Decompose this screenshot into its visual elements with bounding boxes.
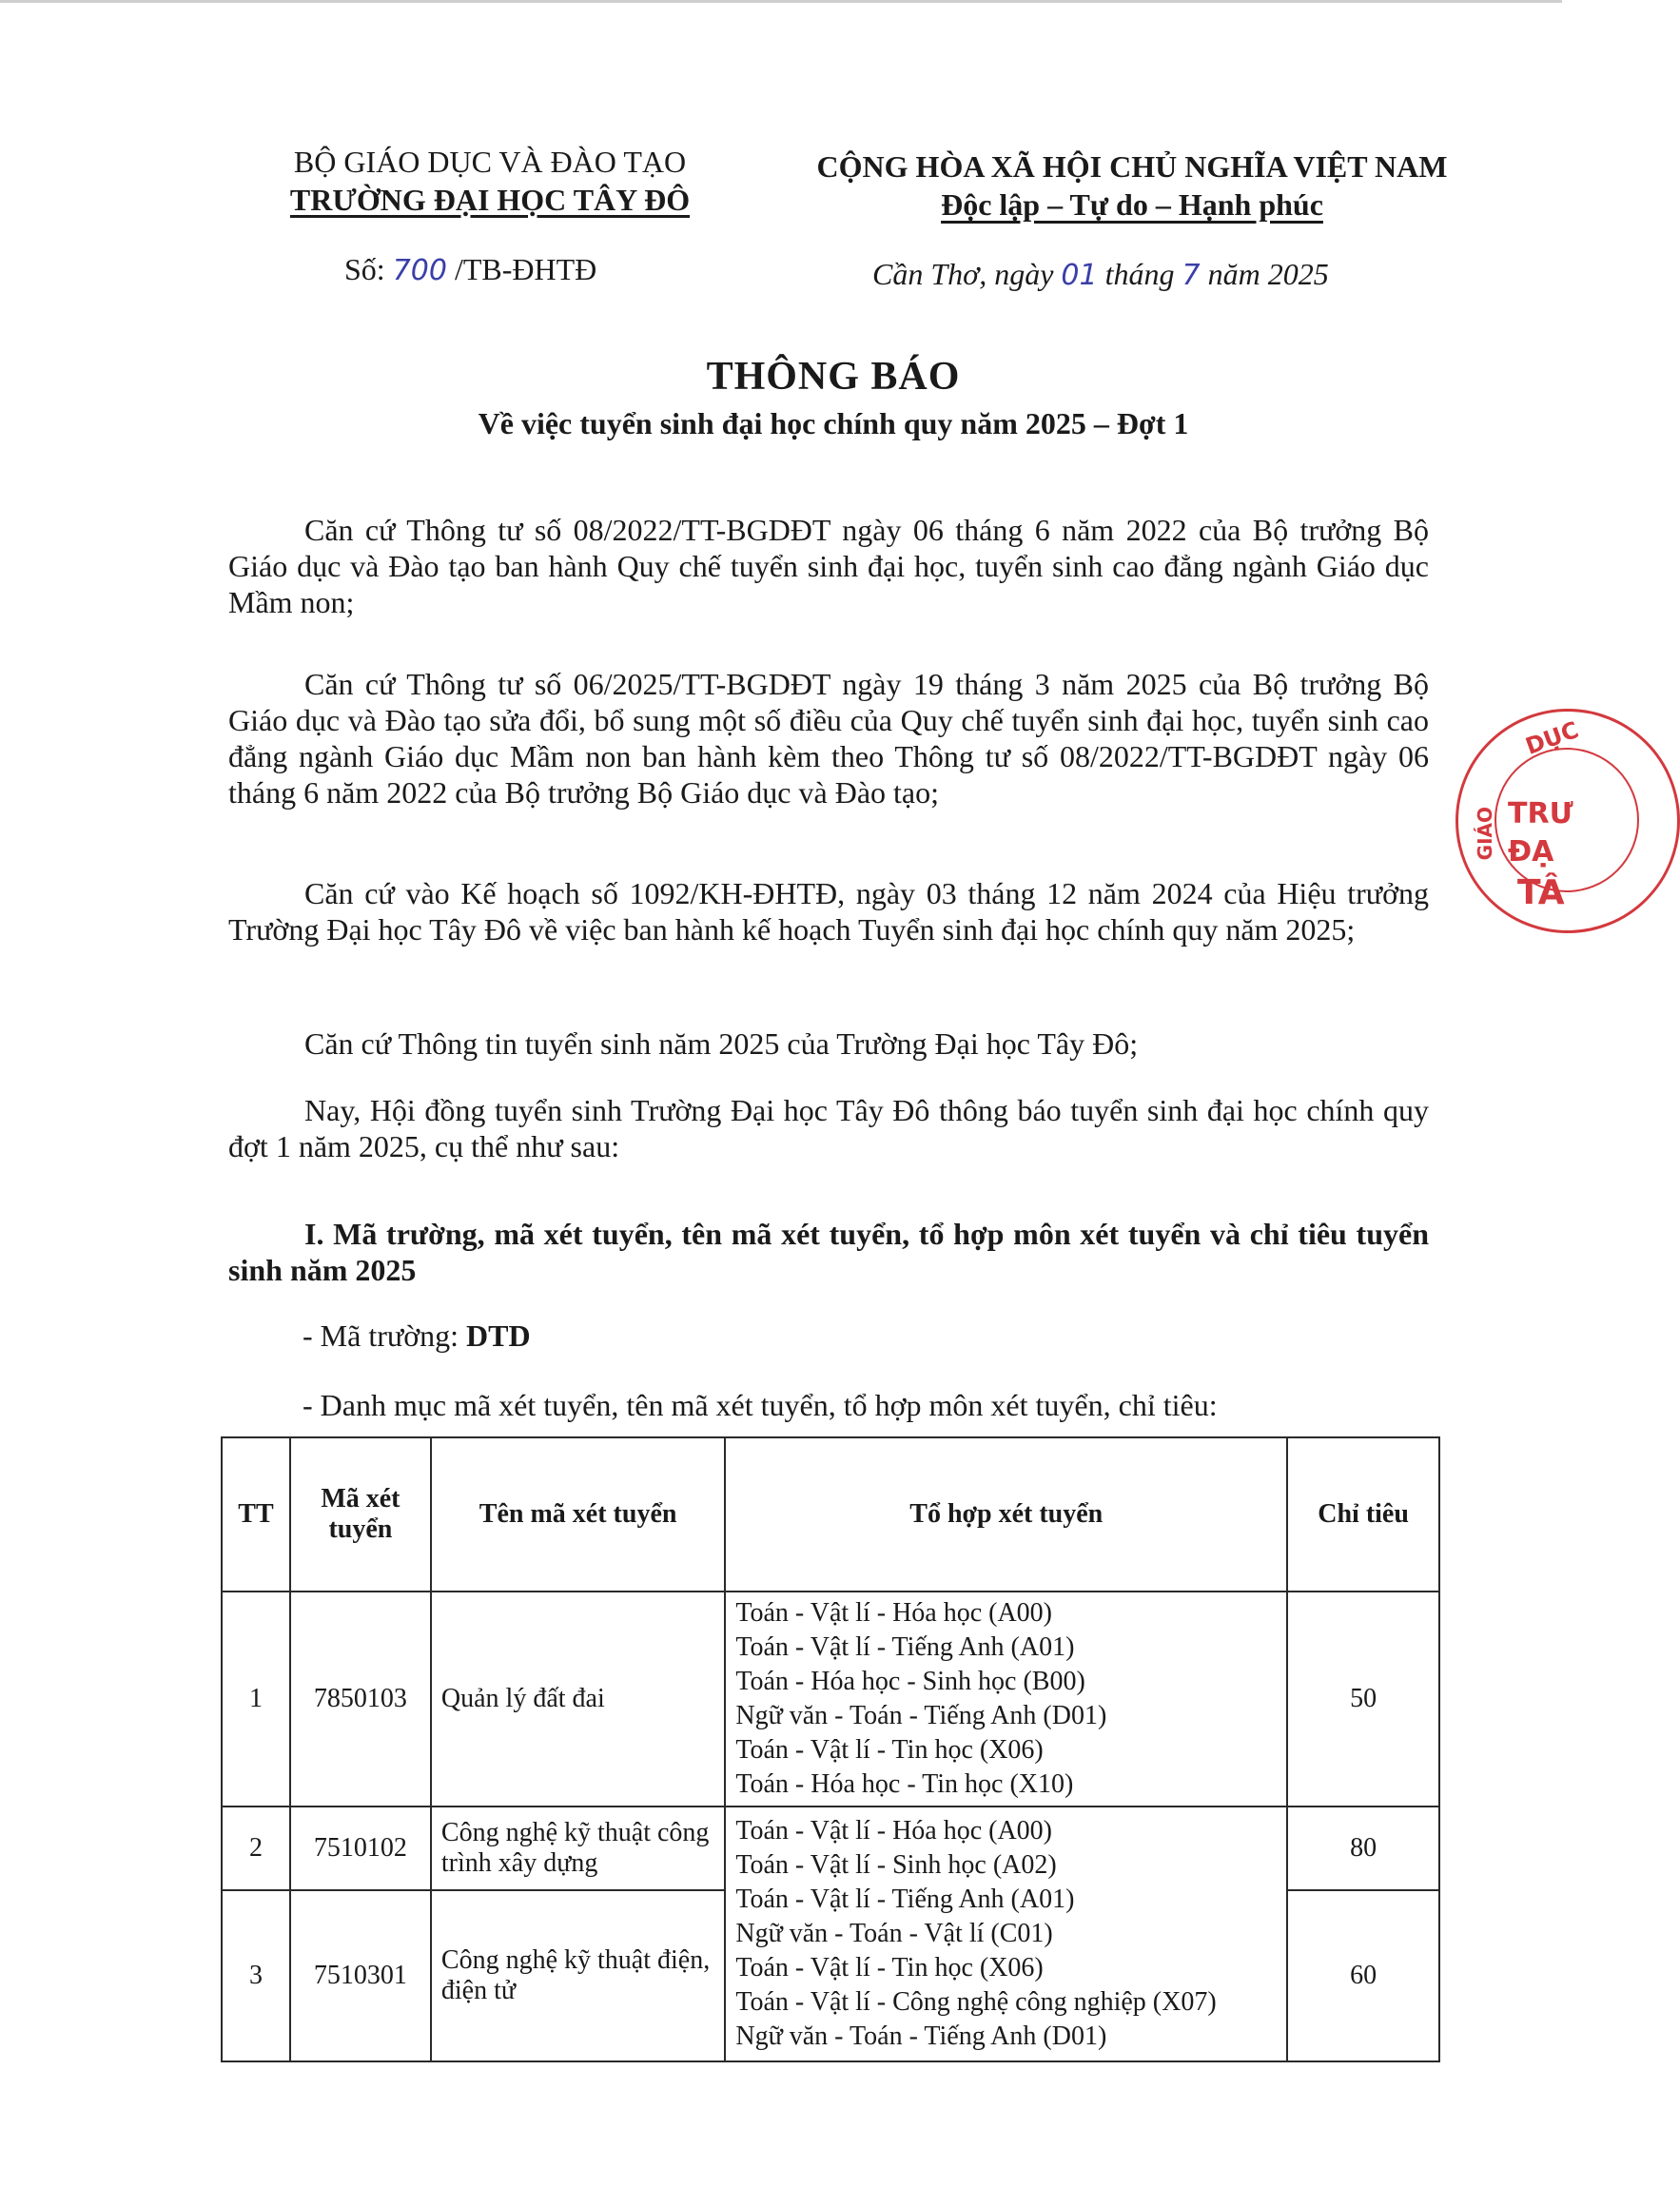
header-code: Mã xét tuyển <box>290 1437 431 1592</box>
row-1-name: Quản lý đất đai <box>431 1592 725 1807</box>
table-row <box>222 1592 1439 1807</box>
combo-item: Toán - Vật lí - Tiếng Anh (A01) <box>735 1885 1075 1914</box>
header-name: Tên mã xét tuyển <box>431 1437 725 1592</box>
document-number <box>344 252 596 287</box>
doc-number-handwritten: 700 <box>392 254 447 287</box>
combo-item: Toán - Hóa học - Sinh học (B00) <box>735 1667 1085 1696</box>
seal-text-giao: GIÁO <box>1474 807 1496 861</box>
paragraph-announcement: Nay, Hội đồng tuyển sinh Trường Đại học Tây Đô thông báo tuyển sinh đại học chính quy đợt 1 năm 2025, cụ thể như sau: <box>228 1093 1429 1163</box>
paragraph-legal-basis-3: Căn cứ vào Kế hoạch số 1092/KH-ĐHTĐ, ngày 03 tháng 12 năm 2024 của Hiệu trưởng Trường Đại học Tây Đô về việc ban hành kế hoạch Tuyển sinh đại học chính quy năm 2025; <box>228 876 1429 947</box>
issuer-block <box>238 143 742 219</box>
list-intro: - Danh mục mã xét tuyển, tên mã xét tuyển, tổ hợp môn xét tuyển, chỉ tiêu: <box>303 1388 1218 1422</box>
nation-name: CỘNG HÒA XÃ HỘI CHỦ NGHĨA VIỆT NAM <box>816 149 1448 184</box>
row-3-quota: 60 <box>1287 1890 1439 2061</box>
row-1-tt: 1 <box>222 1592 290 1807</box>
date-prefix: Cần Thơ, ngày <box>872 257 1062 291</box>
row-3-code: 7510301 <box>290 1890 431 2061</box>
official-seal <box>1455 709 1680 933</box>
row-1-combos <box>725 1592 1287 1807</box>
document-title: THÔNG BÁO <box>706 355 961 399</box>
combo-item: Toán - Hóa học - Tin học (X10) <box>735 1769 1074 1799</box>
date-year: năm 2025 <box>1200 257 1329 291</box>
row-2-code: 7510102 <box>290 1807 431 1890</box>
section-1-heading: I. Mã trường, mã xét tuyển, tên mã xét tuyển, tổ hợp môn xét tuyển và chỉ tiêu tuyển sinh năm 2025 <box>228 1217 1429 1287</box>
doc-number-suffix: /TB-ĐHTĐ <box>446 252 597 286</box>
admission-table <box>221 1436 1440 2062</box>
rows-2-3-combos <box>725 1807 1287 2061</box>
combo-item: Ngữ văn - Toán - Tiếng Anh (D01) <box>735 2021 1107 2051</box>
combo-item: Toán - Vật lí - Tin học (X06) <box>735 1735 1044 1765</box>
combo-item: Toán - Vật lí - Tiếng Anh (A01) <box>735 1632 1075 1662</box>
row-3-name: Công nghệ kỹ thuật điện, điện tử <box>431 1890 725 2061</box>
row-2-tt: 2 <box>222 1807 290 1890</box>
row-2-quota: 80 <box>1287 1807 1439 1890</box>
seal-text-ta: TÂ <box>1517 873 1565 912</box>
paragraph-legal-basis-1: Căn cứ Thông tư số 08/2022/TT-BGDĐT ngày 06 tháng 6 năm 2022 của Bộ trưởng Bộ Giáo dục và Đào tạo ban hành Quy chế tuyển sinh đại học, tuyển sinh cao đẳng ngành Giáo dục Mầm non; <box>228 513 1429 619</box>
national-motto-block <box>761 147 1503 224</box>
row-3-tt: 3 <box>222 1890 290 2061</box>
school-code: DTD <box>466 1318 531 1353</box>
combo-item: Toán - Vật lí - Công nghệ công nghiệp (X07) <box>735 1987 1217 2017</box>
seal-text-duc: DỤC <box>1521 716 1583 760</box>
header-combo: Tổ hợp xét tuyển <box>725 1437 1287 1592</box>
header-tt: TT <box>222 1437 290 1592</box>
doc-number-prefix: Số: <box>344 252 393 286</box>
combo-item: Ngữ văn - Toán - Tiếng Anh (D01) <box>735 1701 1107 1730</box>
school-code-line <box>303 1318 1425 1354</box>
combo-item: Toán - Vật lí - Hóa học (A00) <box>735 1816 1053 1846</box>
issue-date <box>872 257 1329 292</box>
row-1-quota: 50 <box>1287 1592 1439 1807</box>
motto: Độc lập – Tự do – Hạnh phúc <box>941 187 1323 222</box>
seal-text-tr: TRƯ <box>1508 797 1573 830</box>
ministry-name: BỘ GIÁO DỤC VÀ ĐÀO TẠO <box>293 145 687 179</box>
table-header-row <box>222 1437 1439 1592</box>
row-2-name: Công nghệ kỹ thuật công trình xây dựng <box>431 1807 725 1890</box>
school-code-label: - Mã trường: <box>303 1318 467 1353</box>
paragraph-legal-basis-4: Căn cứ Thông tin tuyển sinh năm 2025 của Trường Đại học Tây Đô; <box>304 1026 1139 1061</box>
school-name: TRƯỜNG ĐẠI HỌC TÂY ĐÔ <box>289 183 691 217</box>
date-month-label: tháng <box>1097 257 1182 291</box>
date-day: 01 <box>1061 259 1098 292</box>
paragraph-legal-basis-2: Căn cứ Thông tư số 06/2025/TT-BGDĐT ngày 19 tháng 3 năm 2025 của Bộ trưởng Bộ Giáo dục và Đào tạo sửa đổi, bổ sung một số điều của Quy chế tuyển sinh đại học, tuyển sinh cao đẳng ngành Giáo dục Mầm non ban hành kèm theo Thông tư số 08/2022/TT-BGDĐT ngày 06 tháng 6 năm 2022 của Bộ trưởng Bộ Giáo dục và Đào tạo; <box>228 667 1429 810</box>
combo-item: Toán - Vật lí - Tin học (X06) <box>735 1953 1044 1982</box>
document-subtitle: Về việc tuyển sinh đại học chính quy năm 2025 – Đợt 1 <box>478 406 1189 440</box>
combo-item: Ngữ văn - Toán - Vật lí (C01) <box>735 1919 1053 1948</box>
table-row <box>222 1807 1439 1890</box>
header-quota: Chỉ tiêu <box>1287 1437 1439 1592</box>
date-month: 7 <box>1182 259 1201 292</box>
row-1-code: 7850103 <box>290 1592 431 1807</box>
page-top-edge <box>0 0 1562 3</box>
combo-item: Toán - Vật lí - Hóa học (A00) <box>735 1598 1053 1628</box>
combo-item: Toán - Vật lí - Sinh học (A02) <box>735 1850 1057 1880</box>
seal-text-da: ĐẠ <box>1508 835 1554 869</box>
